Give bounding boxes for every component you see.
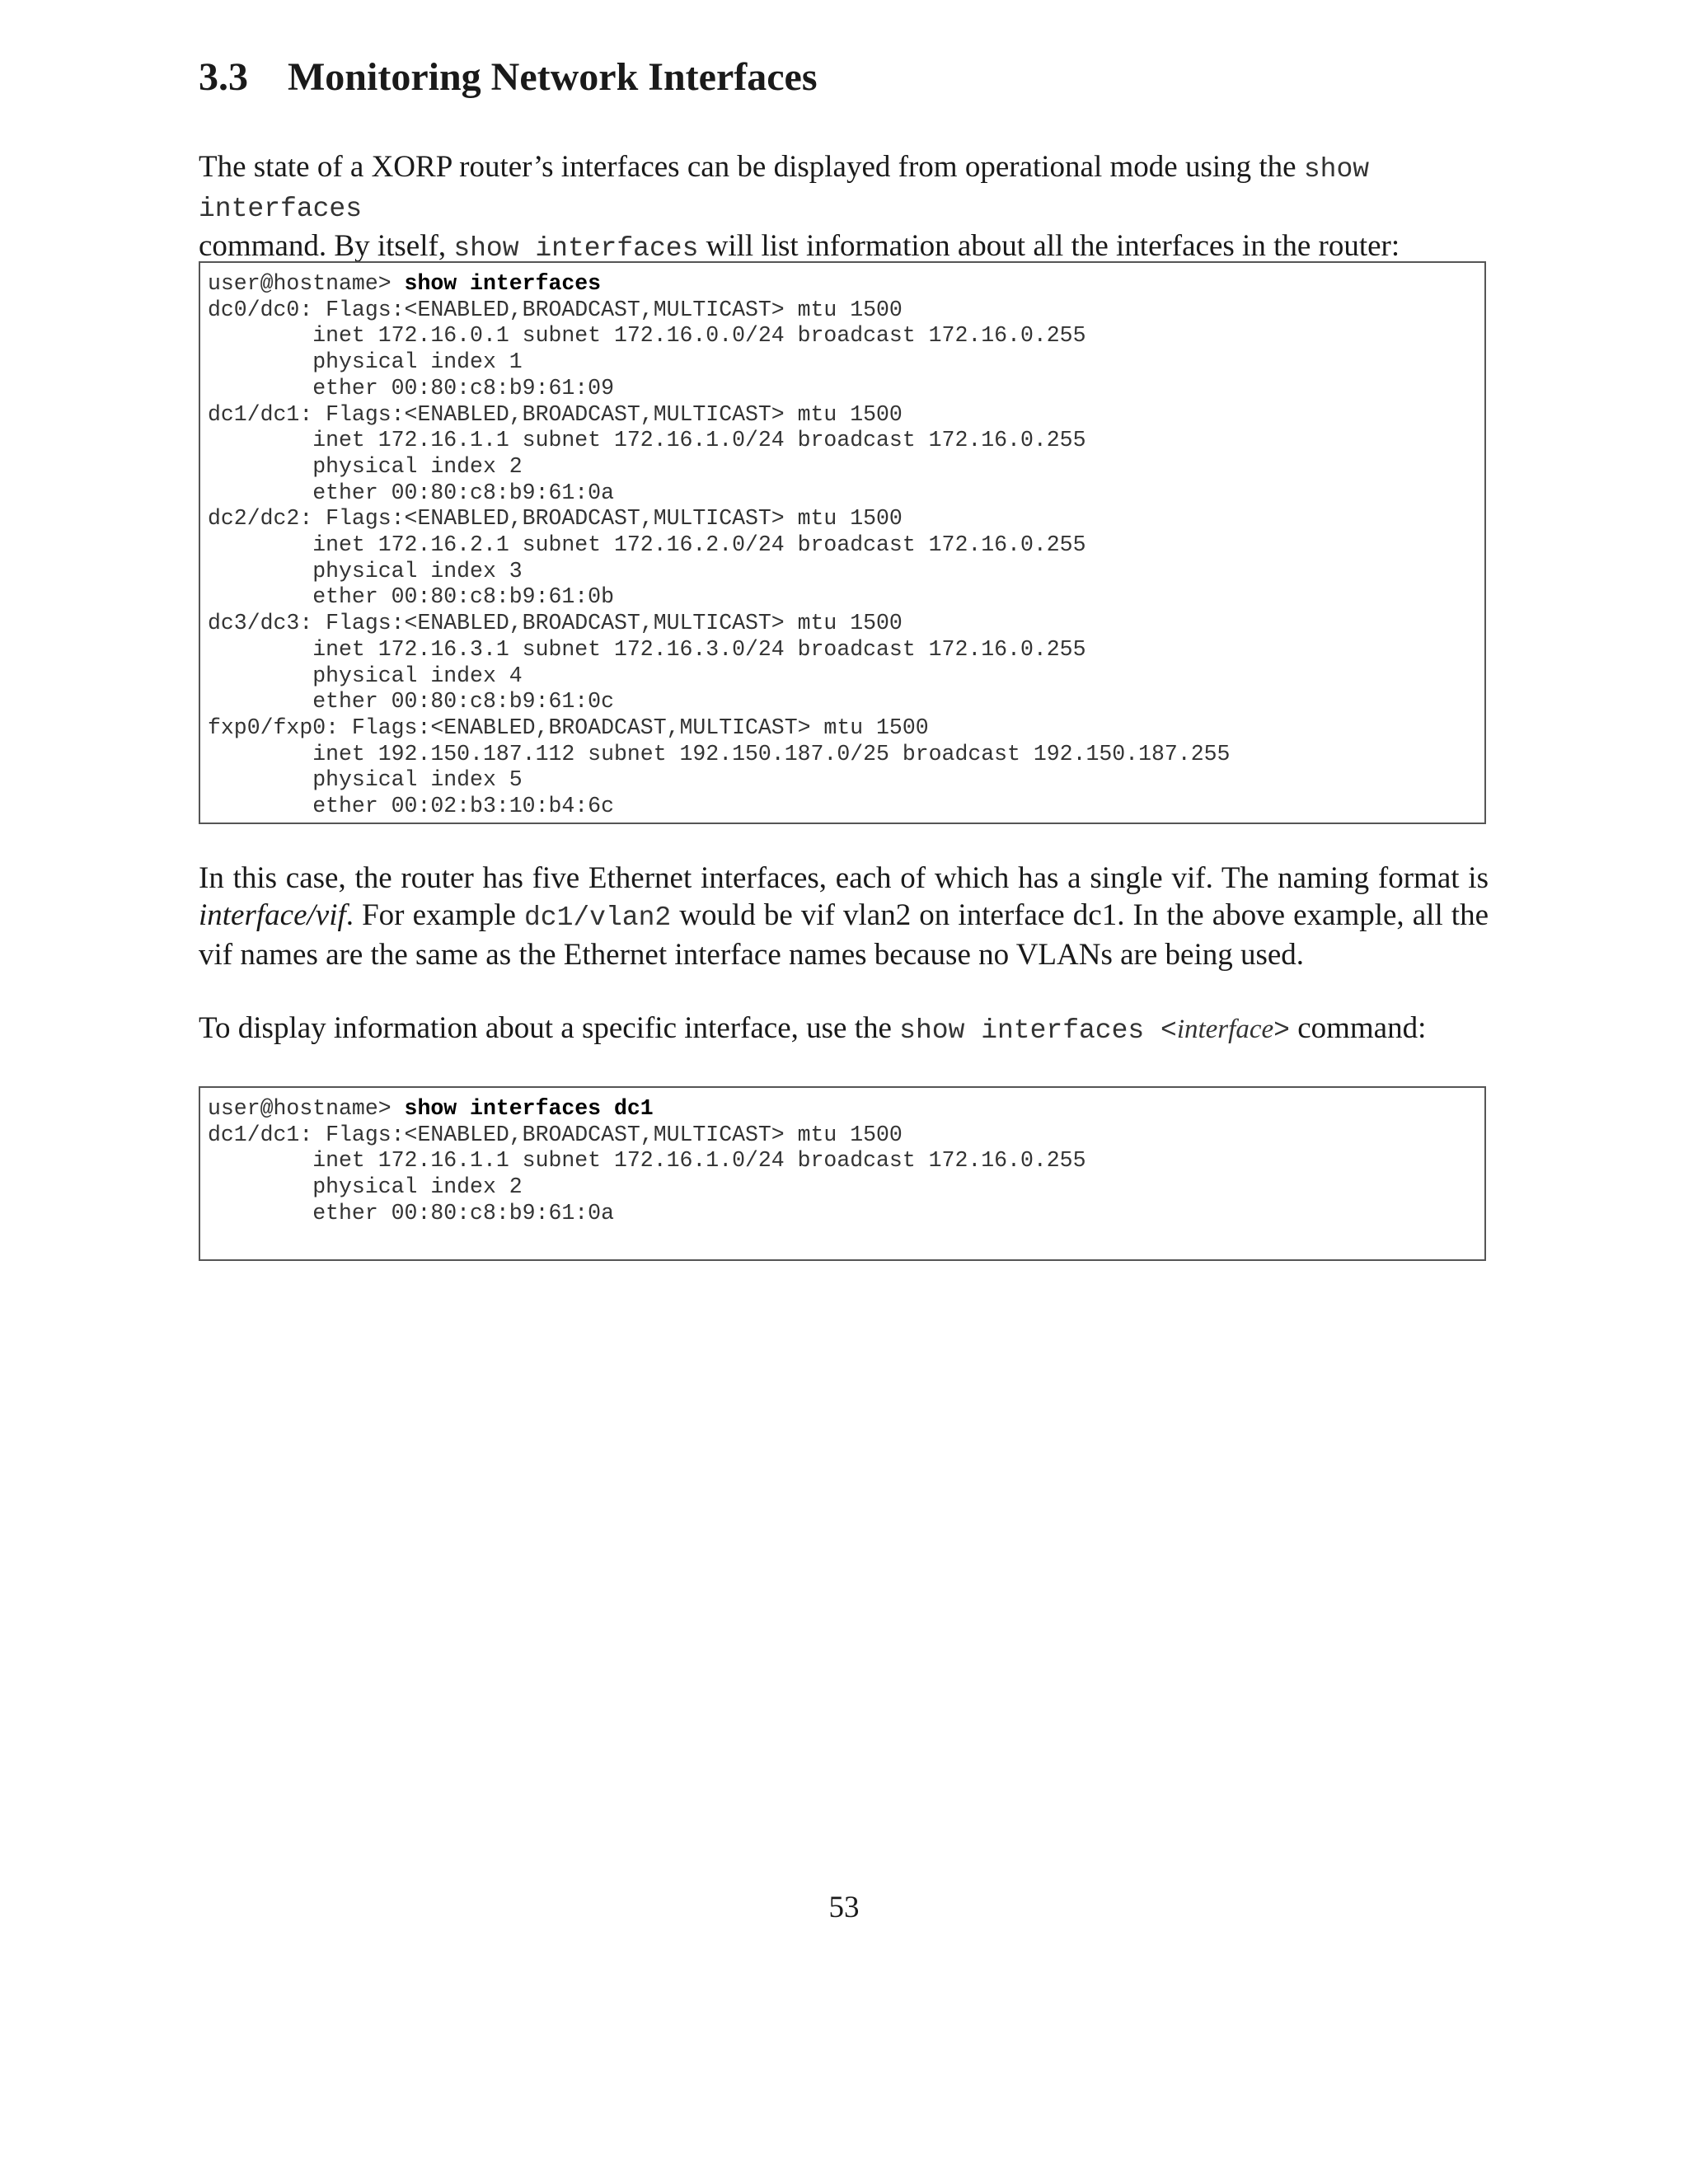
code-line: ether 00:80:c8:b9:61:0a [208, 1200, 614, 1226]
code-line: dc1/dc1: Flags:<ENABLED,BROADCAST,MULTICAST> mtu 1500 [208, 401, 903, 427]
code-line: physical index 5 [208, 767, 523, 793]
code-line: dc3/dc3: Flags:<ENABLED,BROADCAST,MULTICAST> mtu 1500 [208, 611, 903, 636]
code-block-show-interfaces-dc1 [199, 1086, 1486, 1261]
code-line: fxp0/fxp0: Flags:<ENABLED,BROADCAST,MULTICAST> mtu 1500 [208, 715, 929, 740]
explain-italic-1: interface/vif [199, 898, 346, 932]
explanation-paragraph [199, 860, 1489, 973]
code-line: ether 00:80:c8:b9:61:0b [208, 584, 614, 610]
section-heading [199, 51, 818, 104]
code-line: inet 172.16.0.1 subnet 172.16.0.0/24 broadcast 172.16.0.255 [208, 323, 1086, 349]
intro-code-2: show interfaces [453, 233, 699, 264]
code-line: physical index 4 [208, 663, 523, 688]
code-line: physical index 2 [208, 1174, 523, 1200]
code-line: dc0/dc0: Flags:<ENABLED,BROADCAST,MULTICAST> mtu 1500 [208, 297, 903, 322]
code-line: dc2/dc2: Flags:<ENABLED,BROADCAST,MULTICAST> mtu 1500 [208, 506, 903, 532]
code-block-1-text [208, 271, 1477, 820]
intro-text-3: will list information about all the interfaces in the router: [698, 229, 1400, 263]
intro-text-2: command. By itself, [199, 229, 454, 263]
code-line: inet 172.16.2.1 subnet 172.16.2.0/24 broadcast 172.16.0.255 [208, 532, 1086, 558]
code-block-2-command: show interfaces dc1 [404, 1096, 654, 1121]
explain-text-1: In this case, the router has five Ethernet interfaces, each of which has a single vif. The naming format is [199, 861, 1489, 895]
code-line: physical index 1 [208, 349, 523, 375]
code-block-show-interfaces [199, 261, 1486, 824]
code-block-1-command: show interfaces [404, 271, 602, 296]
section-number: 3.3 [199, 55, 248, 99]
intro-text-1: The state of a XORP router’s interfaces can be displayed from operational mode using the [199, 150, 1304, 184]
intro-paragraph [199, 148, 1489, 267]
explain-text-2: . For example [345, 898, 524, 932]
explain-code-1: dc1/vlan2 [523, 902, 672, 933]
code-line: ether 00:80:c8:b9:61:0c [208, 689, 614, 715]
specific-text-2: command: [1289, 1011, 1427, 1045]
intro-code-1: show interfaces [199, 154, 1370, 224]
code-line: physical index 3 [208, 558, 523, 583]
code-line: ether 00:80:c8:b9:61:0a [208, 480, 614, 505]
specific-code-1: show interfaces < [899, 1015, 1177, 1046]
code-line: ether 00:02:b3:10:b4:6c [208, 794, 614, 819]
code-line: ether 00:80:c8:b9:61:09 [208, 375, 614, 401]
code-line: physical index 2 [208, 453, 523, 479]
specific-text-1: To display information about a specific interface, use the [199, 1011, 900, 1045]
code-line: inet 172.16.1.1 subnet 172.16.1.0/24 broadcast 172.16.0.255 [208, 428, 1086, 453]
page-number: 53 [828, 1891, 860, 1924]
code-block-2-text [208, 1096, 1477, 1227]
code-block-1-prompt: user@hostname> [208, 271, 405, 296]
specific-interface-paragraph [199, 1010, 1489, 1049]
specific-code-2: > [1273, 1015, 1290, 1046]
specific-italic-1: interface [1176, 1015, 1274, 1044]
section-title: Monitoring Network Interfaces [288, 55, 818, 99]
code-line: inet 172.16.3.1 subnet 172.16.3.0/24 broadcast 172.16.0.255 [208, 636, 1086, 662]
code-line: dc1/dc1: Flags:<ENABLED,BROADCAST,MULTICAST> mtu 1500 [208, 1122, 903, 1147]
code-line: inet 172.16.1.1 subnet 172.16.1.0/24 broadcast 172.16.0.255 [208, 1148, 1086, 1174]
code-line: inet 192.150.187.112 subnet 192.150.187.0/25 broadcast 192.150.187.255 [208, 741, 1231, 766]
explain-text-3: would be vif vlan2 on interface dc1. In the above example, all the vif names are the same as the Ethernet interface names because no VLANs are being used. [199, 898, 1489, 972]
code-block-2-prompt: user@hostname> [208, 1096, 405, 1121]
